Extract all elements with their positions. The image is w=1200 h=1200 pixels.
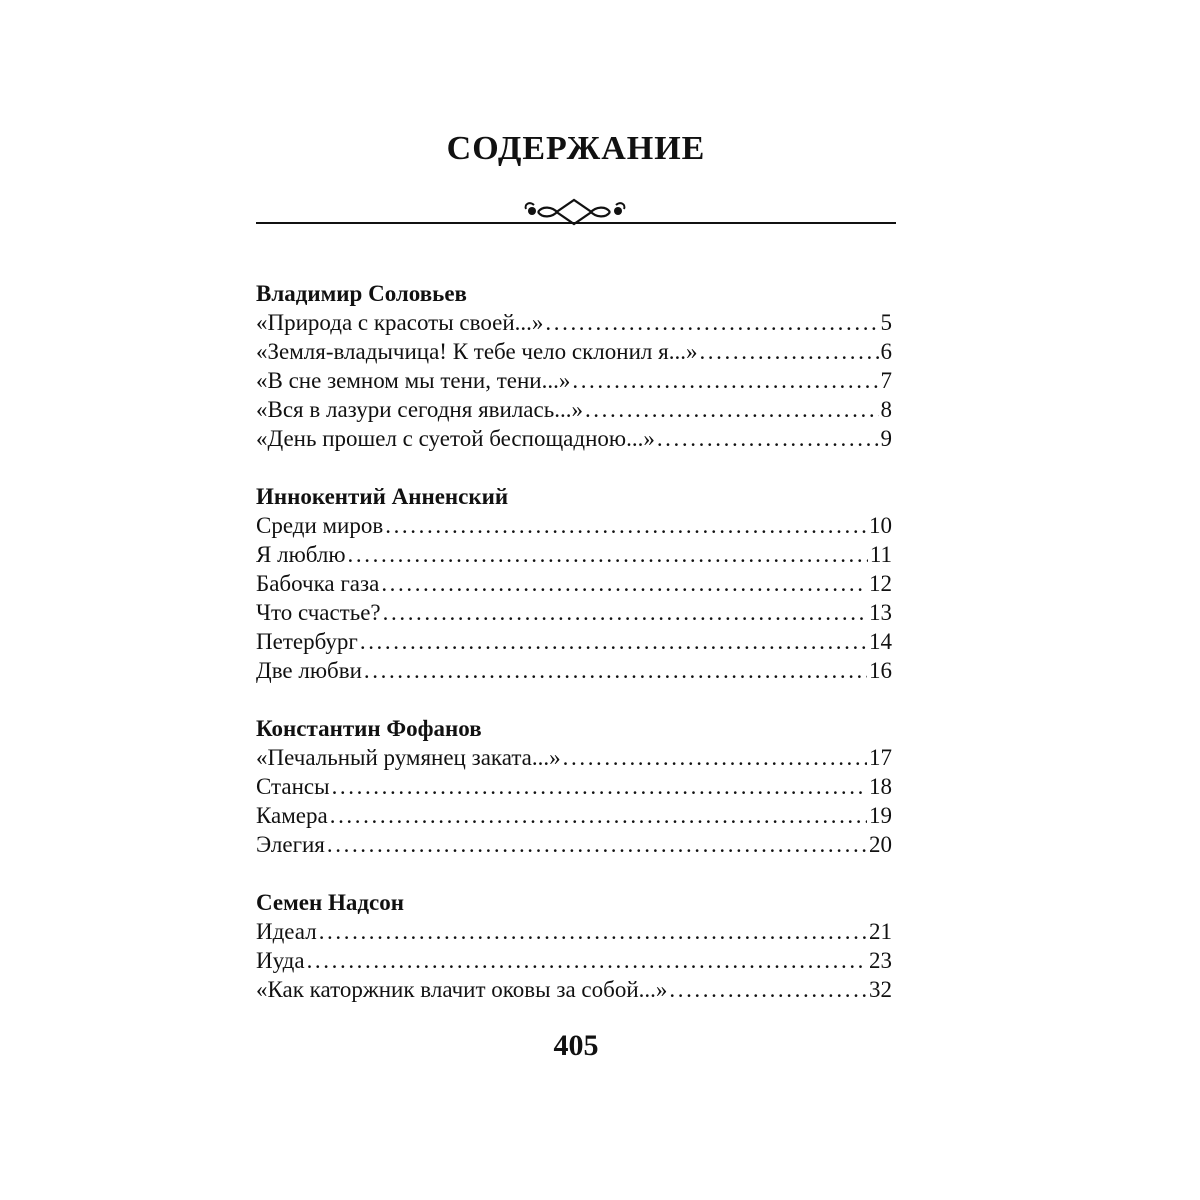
entry-title: «Земля-владычица! К тебе чело склонил я...» xyxy=(256,339,698,364)
toc-section xyxy=(256,482,892,685)
dot-leader xyxy=(307,946,867,975)
toc-entry[interactable] xyxy=(256,975,892,1004)
entry-title: «Печальный румянец заката...» xyxy=(256,745,561,770)
table-of-contents xyxy=(256,279,892,1004)
entry-title: Петербург xyxy=(256,629,358,654)
dot-leader xyxy=(383,598,867,627)
toc-entry[interactable] xyxy=(256,366,892,395)
dot-leader xyxy=(563,743,867,772)
entry-title: Иуда xyxy=(256,948,305,973)
dot-leader xyxy=(327,830,867,859)
dot-leader xyxy=(319,917,867,946)
entry-page-number: 32 xyxy=(869,977,892,1002)
dot-leader xyxy=(657,424,879,453)
entry-page-number: 18 xyxy=(869,774,892,799)
toc-entry[interactable] xyxy=(256,772,892,801)
dot-leader xyxy=(699,337,878,366)
toc-entry[interactable] xyxy=(256,917,892,946)
entry-page-number: 7 xyxy=(880,368,892,393)
author-heading: Константин Фофанов xyxy=(256,716,482,741)
entry-title: «Как каторжник влачит оковы за собой...» xyxy=(256,977,668,1002)
toc-entry[interactable] xyxy=(256,830,892,859)
page-number: 405 xyxy=(553,1029,599,1062)
dot-leader xyxy=(364,656,867,685)
toc-entry[interactable] xyxy=(256,946,892,975)
toc-entry[interactable] xyxy=(256,569,892,598)
dot-leader xyxy=(669,975,867,1004)
author-heading: Иннокентий Анненский xyxy=(256,484,509,509)
toc-entry[interactable] xyxy=(256,511,892,540)
toc-section xyxy=(256,279,892,453)
author-heading: Семен Надсон xyxy=(256,890,404,915)
dot-leader xyxy=(572,366,878,395)
toc-section xyxy=(256,714,892,859)
dot-leader xyxy=(545,308,878,337)
entry-title: Бабочка газа xyxy=(256,571,380,596)
entry-title: Две любви xyxy=(256,658,362,683)
entry-title: Я люблю xyxy=(256,542,346,567)
entry-page-number: 21 xyxy=(869,919,892,944)
entry-title: Идеал xyxy=(256,919,317,944)
toc-entry[interactable] xyxy=(256,598,892,627)
entry-title: «Вся в лазури сегодня явилась...» xyxy=(256,397,583,422)
entry-page-number: 12 xyxy=(869,571,892,596)
dot-leader xyxy=(332,772,867,801)
entry-page-number: 5 xyxy=(880,310,892,335)
entry-page-number: 14 xyxy=(869,629,892,654)
ornament-divider-icon xyxy=(256,196,896,236)
dot-leader xyxy=(330,801,867,830)
entry-title: Стансы xyxy=(256,774,330,799)
entry-page-number: 11 xyxy=(869,542,892,567)
entry-page-number: 13 xyxy=(869,600,892,625)
entry-title: «День прошел с суетой беспощадною...» xyxy=(256,426,655,451)
dot-leader xyxy=(385,511,867,540)
dot-leader xyxy=(348,540,868,569)
entry-title: Камера xyxy=(256,803,328,828)
dot-leader xyxy=(360,627,867,656)
entry-page-number: 6 xyxy=(880,339,892,364)
dot-leader xyxy=(585,395,879,424)
entry-page-number: 8 xyxy=(880,397,892,422)
page-title: СОДЕРЖАНИЕ xyxy=(446,130,706,167)
entry-page-number: 23 xyxy=(869,948,892,973)
entry-page-number: 9 xyxy=(880,426,892,451)
author-heading: Владимир Соловьев xyxy=(256,281,467,306)
toc-entry[interactable] xyxy=(256,743,892,772)
entry-title: «Природа с красоты своей...» xyxy=(256,310,544,335)
entry-title: Что счастье? xyxy=(256,600,381,625)
entry-page-number: 20 xyxy=(869,832,892,857)
toc-entry[interactable] xyxy=(256,801,892,830)
toc-entry[interactable] xyxy=(256,627,892,656)
toc-entry[interactable] xyxy=(256,337,892,366)
entry-page-number: 17 xyxy=(869,745,892,770)
entry-page-number: 16 xyxy=(869,658,892,683)
toc-entry[interactable] xyxy=(256,395,892,424)
entry-title: Среди миров xyxy=(256,513,384,538)
toc-entry[interactable] xyxy=(256,540,892,569)
toc-entry[interactable] xyxy=(256,424,892,453)
dot-leader xyxy=(381,569,867,598)
entry-page-number: 10 xyxy=(869,513,892,538)
toc-section xyxy=(256,888,892,1004)
toc-entry[interactable] xyxy=(256,656,892,685)
entry-title: «В сне земном мы тени, тени...» xyxy=(256,368,571,393)
toc-entry[interactable] xyxy=(256,308,892,337)
entry-title: Элегия xyxy=(256,832,325,857)
entry-page-number: 19 xyxy=(869,803,892,828)
